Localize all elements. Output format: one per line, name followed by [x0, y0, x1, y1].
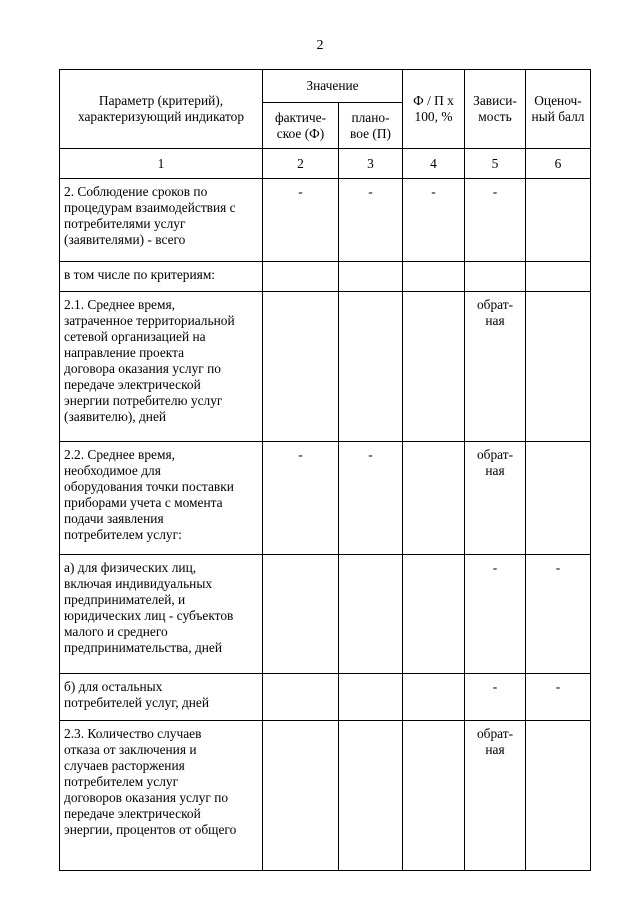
column-number: 5: [465, 149, 526, 179]
row-fact: -: [263, 442, 339, 555]
row-param: а) для физических лиц, включая индивидуальных предпринимателей, и юридических лиц - субъектов малого и среднего предпринимательства, дней: [60, 555, 263, 674]
row-plan: [339, 262, 403, 292]
row-ratio: -: [403, 179, 465, 262]
row-fact: [263, 262, 339, 292]
row-score: [526, 179, 591, 262]
table-row: [60, 292, 591, 442]
row-dependency: обрат- ная: [465, 721, 526, 871]
row-score: [526, 442, 591, 555]
row-param: 2. Соблюдение сроков по процедурам взаимодействия с потребителями услуг (заявителями) - всего: [60, 179, 263, 262]
page-number: 2: [316, 38, 324, 53]
row-param: б) для остальных потребителей услуг, дней: [60, 674, 263, 721]
indicator-table: [59, 69, 591, 871]
row-dependency: -: [465, 555, 526, 674]
table-row: [60, 262, 591, 292]
header-value: Значение: [263, 70, 403, 103]
header-ratio: Ф / П х 100, %: [403, 70, 465, 149]
row-fact: -: [263, 179, 339, 262]
header-param: Параметр (критерий), характеризующий индикатор: [60, 70, 263, 149]
row-dependency: -: [465, 674, 526, 721]
row-plan: [339, 555, 403, 674]
row-ratio: [403, 442, 465, 555]
row-plan: -: [339, 179, 403, 262]
row-fact: [263, 721, 339, 871]
column-number: 3: [339, 149, 403, 179]
table-row: [60, 555, 591, 674]
header-plan: плано- вое (П): [339, 103, 403, 149]
column-number: 2: [263, 149, 339, 179]
row-score: -: [526, 555, 591, 674]
row-ratio: [403, 721, 465, 871]
header-score: Оценоч- ный балл: [526, 70, 591, 149]
row-ratio: [403, 555, 465, 674]
row-plan: [339, 292, 403, 442]
table-row: [60, 721, 591, 871]
row-dependency: [465, 262, 526, 292]
row-param: в том числе по критериям:: [60, 262, 263, 292]
column-number: 1: [60, 149, 263, 179]
row-param: 2.3. Количество случаев отказа от заключения и случаев расторжения потребителем услуг договоров оказания услуг по передаче электрической энергии, процентов от общего: [60, 721, 263, 871]
row-dependency: обрат- ная: [465, 442, 526, 555]
column-number: 4: [403, 149, 465, 179]
row-fact: [263, 555, 339, 674]
table-row: [60, 442, 591, 555]
row-plan: -: [339, 442, 403, 555]
row-ratio: [403, 292, 465, 442]
row-ratio: [403, 674, 465, 721]
row-ratio: [403, 262, 465, 292]
row-score: [526, 292, 591, 442]
row-fact: [263, 292, 339, 442]
table-row: [60, 179, 591, 262]
row-param: 2.1. Среднее время, затраченное территориальной сетевой организацией на направление проекта договора оказания услуг по передаче электрической энергии потребителю услуг (заявителю), дней: [60, 292, 263, 442]
row-score: -: [526, 674, 591, 721]
row-score: [526, 262, 591, 292]
header-dependency: Зависи- мость: [465, 70, 526, 149]
row-fact: [263, 674, 339, 721]
row-param: 2.2. Среднее время, необходимое для оборудования точки поставки приборами учета с момента подачи заявления потребителем услуг:: [60, 442, 263, 555]
header-row-1: [60, 70, 591, 103]
header-fact: фактиче- ское (Ф): [263, 103, 339, 149]
row-score: [526, 721, 591, 871]
row-plan: [339, 674, 403, 721]
column-number: 6: [526, 149, 591, 179]
row-dependency: -: [465, 179, 526, 262]
row-dependency: обрат- ная: [465, 292, 526, 442]
row-plan: [339, 721, 403, 871]
table-row: [60, 674, 591, 721]
column-number-row: [60, 149, 591, 179]
